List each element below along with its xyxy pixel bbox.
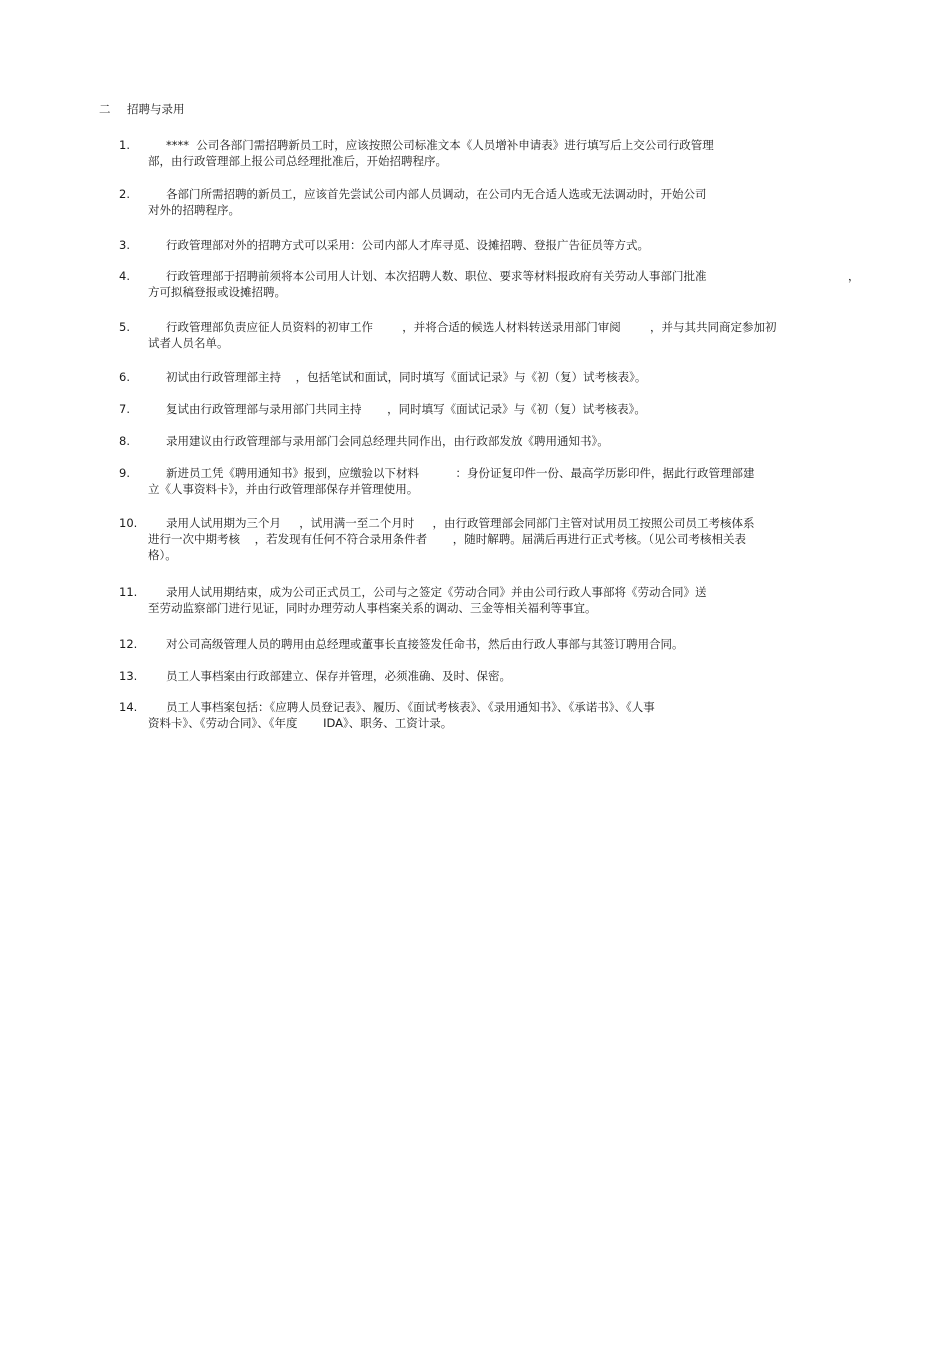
list-item-number: 5. [119, 320, 130, 334]
list-item-number: 14. [119, 700, 138, 714]
list-item-number: 4. [119, 269, 130, 283]
list-item-text-line: 行政管理部对外的招聘方式可以采用：公司内部人才库寻觅、设摊招聘、登报广告征员等方式。 [166, 238, 649, 252]
list-item-text-line: 试者人员名单。 [148, 336, 229, 350]
list-item-text-line: 至劳动监察部门进行见证，同时办理劳动人事档案关系的调动、三金等相关福利等事宜。 [148, 601, 597, 615]
list-item-text-line: 各部门所需招聘的新员工，应该首先尝试公司内部人员调动，在公司内无合适人选或无法调动时，开始公司 [166, 187, 707, 201]
section-title: 招聘与录用 [127, 102, 185, 116]
list-item-text-line: 初试由行政管理部主持 ，包括笔试和面试，同时填写《面试记录》与《初（复）试考核表》。 [166, 370, 647, 384]
list-item-text-line: 录用人试用期结束，成为公司正式员工，公司与之签定《劳动合同》并由公司行政人事部将《劳动合同》送 [166, 585, 707, 599]
list-item-number: 9. [119, 466, 130, 480]
list-item-text-line: 进行一次中期考核 ，若发现有任何不符合录用条件者 ，随时解聘。届满后再进行正式考核。（见公司考核相关表 [148, 532, 746, 546]
list-item-number: 6. [119, 370, 130, 384]
list-item-number: 13. [119, 669, 138, 683]
section-heading [99, 101, 185, 117]
list-item-text-line: 新进员工凭《聘用通知书》报到，应缴验以下材料 ：身份证复印件一份、最高学历影印件，据此行政管理部建 [166, 466, 755, 480]
list-item-text-line: 录用人试用期为三个月 ，试用满一至二个月时 ，由行政管理部会同部门主管对试用员工按照公司员工考核体系 [166, 516, 755, 530]
list-item-text-line: 立《人事资料卡》，并由行政管理部保存并管理使用。 [148, 482, 419, 496]
list-item-text-line: 资料卡》、《劳动合同》、《年度 IDA》、职务、工资计录。 [148, 716, 453, 730]
list-item-text-line: 方可拟稿登报或设摊招聘。 [148, 285, 286, 299]
list-item-text-line: 行政管理部于招聘前须将本公司用人计划、本次招聘人数、职位、要求等材料报政府有关劳动人事部门批准 [166, 269, 707, 283]
list-item-trailing-punctuation: ， [848, 269, 860, 283]
list-item-text-line: 对外的招聘程序。 [148, 203, 240, 217]
list-item-number: 12. [119, 637, 138, 651]
list-item-text-line: 部，由行政管理部上报公司总经理批准后，开始招聘程序。 [148, 154, 447, 168]
list-item-number: 2. [119, 187, 130, 201]
list-item-text-line: 行政管理部负责应征人员资料的初审工作 ，并将合适的候选人材料转送录用部门审阅 ，并与其共同商定参加初 [166, 320, 777, 334]
list-item-text-line: 员工人事档案包括：《应聘人员登记表》、履历、《面试考核表》、《录用通知书》、《承诺书》、《人事 [166, 700, 655, 714]
list-item-text-line: 员工人事档案由行政部建立、保存并管理，必须准确、及时、保密。 [166, 669, 511, 683]
list-item-number: 1. [119, 138, 130, 152]
list-item-text-line: 对公司高级管理人员的聘用由总经理或董事长直接签发任命书，然后由行政人事部与其签订聘用合同。 [166, 637, 684, 651]
list-item-text-line: 复试由行政管理部与录用部门共同主持 ，同时填写《面试记录》与《初（复）试考核表》。 [166, 402, 646, 416]
section-number: 二 [99, 102, 111, 116]
list-item-number: 10. [119, 516, 138, 530]
list-item-text-line: **** 公司各部门需招聘新员工时，应该按照公司标准文本《人员增补申请表》进行填写后上交公司行政管理 [166, 138, 714, 152]
list-item-number: 7. [119, 402, 130, 416]
list-item-text-line: 格）。 [148, 548, 177, 562]
list-item-number: 3. [119, 238, 130, 252]
list-item-number: 11. [119, 585, 138, 599]
list-item-number: 8. [119, 434, 130, 448]
list-item-text-line: 录用建议由行政管理部与录用部门会同总经理共同作出，由行政部发放《聘用通知书》。 [166, 434, 609, 448]
